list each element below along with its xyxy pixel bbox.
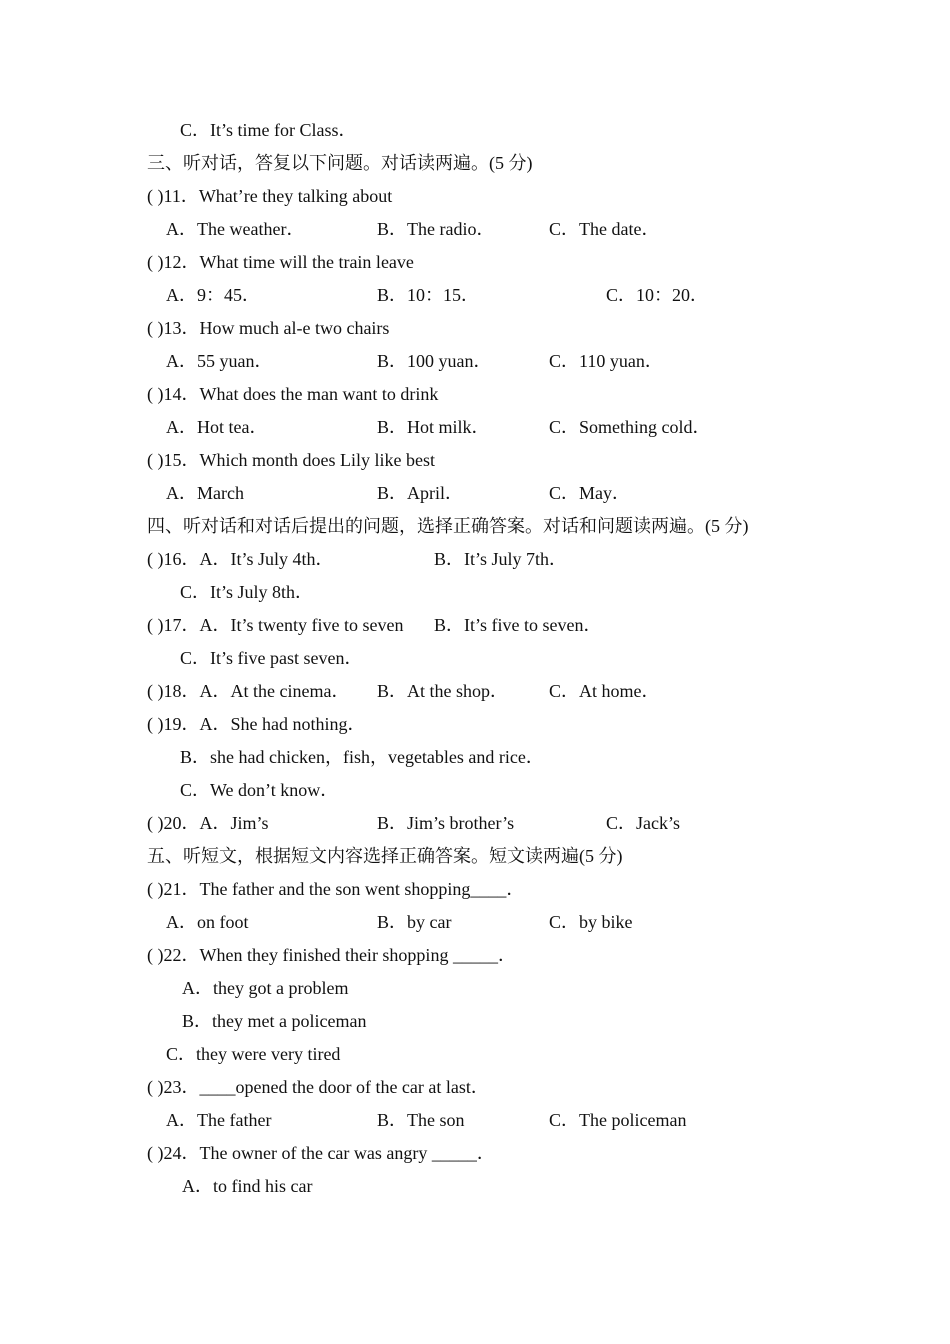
option-a: A．on foot xyxy=(166,912,249,932)
question-19: ( )19．A．She had nothing． xyxy=(147,714,366,734)
question-23: ( )23．____opened the door of the car at last． xyxy=(147,1077,489,1097)
option-c: C．It’s July 8th． xyxy=(180,582,314,602)
option-c: C．May． xyxy=(549,483,630,503)
option-b: B．At the shop． xyxy=(377,681,509,701)
question-18: ( )18．A．At the cinema． xyxy=(147,681,350,701)
option-c: C．Jack’s xyxy=(606,813,680,833)
option-b: B．by car xyxy=(377,912,452,932)
option-b: B．Jim’s brother’s xyxy=(377,813,515,833)
option-b: B．10：15． xyxy=(377,285,480,305)
option-b: B．Hot milk． xyxy=(377,417,490,437)
option-c: C．Something cold． xyxy=(549,417,711,437)
option-b: B．It’s July 7th． xyxy=(434,549,568,569)
option-b: B．It’s five to seven． xyxy=(434,615,602,635)
option-a: A．55 yuan． xyxy=(166,351,273,371)
option-c: C．At home． xyxy=(549,681,660,701)
section-heading: 三、听对话，答复以下问题。对话读两遍。(5 分) xyxy=(147,153,533,173)
option-a: A．they got a problem xyxy=(182,978,349,998)
option-c: C．We don’t know． xyxy=(180,780,339,800)
option-a: A．The weather． xyxy=(166,219,305,239)
option-c: C．by bike xyxy=(549,912,633,932)
question-20: ( )20．A．Jim’s xyxy=(147,813,269,833)
option-b: B．The son xyxy=(377,1110,465,1130)
option-b: B．they met a policeman xyxy=(182,1011,367,1031)
question-14: ( )14．What does the man want to drink xyxy=(147,384,439,404)
option-a: A．March xyxy=(166,483,244,503)
option-a: A．to find his car xyxy=(182,1176,313,1196)
question-24: ( )24．The owner of the car was angry _____． xyxy=(147,1143,495,1163)
option-b: B．April． xyxy=(377,483,464,503)
option-a: A．Hot tea． xyxy=(166,417,268,437)
option-c: C．they were very tired xyxy=(166,1044,341,1064)
option-line: C．It’s time for Class． xyxy=(180,120,357,140)
question-17: ( )17．A．It’s twenty five to seven xyxy=(147,615,404,635)
option-c: C．The date． xyxy=(549,219,660,239)
option-c: C．10：20． xyxy=(606,285,709,305)
question-15: ( )15．Which month does Lily like best xyxy=(147,450,435,470)
option-c: C．110 yuan． xyxy=(549,351,663,371)
option-b: B．100 yuan． xyxy=(377,351,492,371)
question-21: ( )21．The father and the son went shopping____． xyxy=(147,879,525,899)
section-heading: 四、听对话和对话后提出的问题，选择正确答案。对话和问题读两遍。(5 分) xyxy=(147,516,749,536)
option-a: A．9：45． xyxy=(166,285,260,305)
option-c: C．The policeman xyxy=(549,1110,687,1130)
question-13: ( )13．How much al-e two chairs xyxy=(147,318,390,338)
question-16: ( )16．A．It’s July 4th． xyxy=(147,549,334,569)
option-b: B．The radio． xyxy=(377,219,495,239)
option-a: A．The father xyxy=(166,1110,272,1130)
question-22: ( )22．When they finished their shopping _____． xyxy=(147,945,516,965)
question-12: ( )12．What time will the train leave xyxy=(147,252,414,272)
question-11: ( )11．What’re they talking about xyxy=(147,186,393,206)
section-heading: 五、听短文，根据短文内容选择正确答案。短文读两遍(5 分) xyxy=(147,846,623,866)
option-c: C．It’s five past seven． xyxy=(180,648,363,668)
option-b: B．she had chicken，fish，vegetables and rice． xyxy=(180,747,544,767)
